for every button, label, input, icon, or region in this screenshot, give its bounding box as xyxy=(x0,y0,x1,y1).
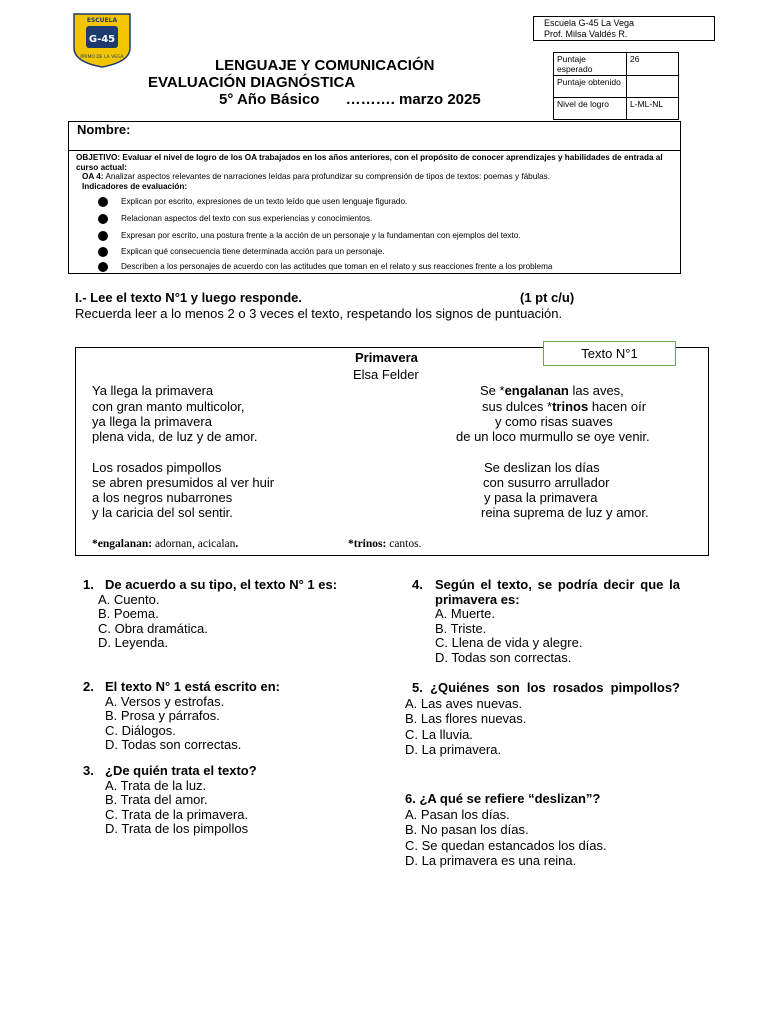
glossary-definition: adornan, acicalan xyxy=(152,538,236,550)
oa-label: OA 4: xyxy=(82,172,104,181)
subject-title: LENGUAJE Y COMUNICACIÓN xyxy=(215,57,435,74)
question-1 xyxy=(83,578,353,651)
poem-title: Primavera xyxy=(355,350,418,365)
verse-part: hacen oír xyxy=(588,399,647,414)
indicator-text: Explican por escrito, expresiones de un texto leído que usen lenguaje figurado. xyxy=(121,197,408,206)
teacher-name: Prof. Milsa Valdés R. xyxy=(544,29,628,39)
answer-option[interactable]: B. Poema. xyxy=(98,606,159,621)
verse-part: las aves, xyxy=(568,383,624,398)
score-row xyxy=(554,98,679,120)
answer-option[interactable]: C. La lluvia. xyxy=(405,726,473,742)
question-heading xyxy=(405,680,680,696)
poem-verse: y pasa la primavera xyxy=(484,490,598,505)
answer-option[interactable]: A. Muerte. xyxy=(435,606,495,621)
poem-verse: plena vida, de luz y de amor. xyxy=(92,429,258,444)
score-table xyxy=(553,52,679,120)
question-2 xyxy=(83,680,353,753)
answer-option[interactable]: B. Triste. xyxy=(435,620,487,636)
answer-option[interactable]: C. Llena de vida y alegre. xyxy=(435,635,583,650)
score-value[interactable] xyxy=(627,76,679,98)
oa-line xyxy=(82,172,550,182)
objective-text: OBJETIVO: Evaluar el nivel de logro de los OA trabajados en los años anteriores, con el propósito de conocer aprendizajes y habilidades de entrada al curso actual: xyxy=(76,153,663,172)
section-points: (1 pt c/u) xyxy=(520,290,575,305)
poem-verse xyxy=(482,399,646,414)
verse-part: sus dulces * xyxy=(482,399,553,414)
poem-verse: se abren presumidos al ver huir xyxy=(92,475,275,490)
question-heading xyxy=(83,680,353,695)
poem-verse: reina suprema de luz y amor. xyxy=(481,505,649,520)
indicator-text: Expresan por escrito, una postura frente a la acción de un personaje y la fundamentan con ejemplos del texto. xyxy=(121,231,521,240)
section-instruction: Recuerda leer a lo menos 2 o 3 veces el texto, respetando los signos de puntuación. xyxy=(75,306,563,321)
answer-option[interactable]: C. Trata de la primavera. xyxy=(105,806,249,822)
bullet-icon xyxy=(98,247,108,257)
question-number: 1. xyxy=(83,577,94,592)
poem-verse: Los rosados pimpollos xyxy=(92,460,222,475)
objective-box xyxy=(68,150,681,274)
glossary-definition: cantos. xyxy=(386,538,422,550)
question-4 xyxy=(412,578,680,665)
section-heading: I.- Lee el texto N°1 y luego responde. xyxy=(75,290,302,305)
answer-option[interactable]: B. Prosa y párrafos. xyxy=(105,708,220,723)
question-number: 6. xyxy=(405,791,416,806)
answer-option[interactable]: D. Trata de los pimpollos xyxy=(105,821,249,836)
question-6 xyxy=(405,791,680,869)
school-name: Escuela G-45 La Vega xyxy=(544,18,635,28)
answer-option[interactable]: B. No pasan los días. xyxy=(405,822,529,837)
question-text: Según el texto, se podría decir que la primavera es: xyxy=(435,577,680,607)
logo-text-bottom: PRIMO DE LA VEGA xyxy=(80,55,124,60)
answer-option[interactable]: A. Pasan los días. xyxy=(405,806,510,822)
answer-option[interactable]: A. Cuento. xyxy=(98,591,160,607)
question-number: 4. xyxy=(412,577,423,592)
bullet-icon xyxy=(98,197,108,207)
logo-text-center: G-45 xyxy=(88,34,116,45)
question-heading xyxy=(405,791,680,807)
score-row xyxy=(554,76,679,98)
bullet-icon xyxy=(98,262,108,272)
answer-option[interactable]: D. La primavera es una reina. xyxy=(405,853,577,868)
indicator-text: Explican qué consecuencia tiene determinada acción para un personaje. xyxy=(121,247,385,256)
school-info-box xyxy=(533,16,715,41)
glossary-trinos xyxy=(348,538,421,550)
question-heading xyxy=(83,578,353,593)
question-text: ¿Quiénes son los rosados pimpollos? xyxy=(430,680,680,695)
indicators-title: Indicadores de evaluación: xyxy=(82,182,188,191)
question-number: 2. xyxy=(83,679,94,694)
poem-box xyxy=(75,347,709,556)
verse-keyword: trinos xyxy=(552,399,589,414)
poem-verse: con gran manto multicolor, xyxy=(92,399,245,414)
poem-verse: de un loco murmullo se oye venir. xyxy=(456,429,650,444)
answer-option[interactable]: C. Diálogos. xyxy=(105,722,176,738)
score-value[interactable]: L-ML-NL xyxy=(627,98,679,120)
question-text: El texto N° 1 está escrito en: xyxy=(105,679,280,694)
poem-verse: ya llega la primavera xyxy=(92,414,212,429)
answer-option[interactable]: A. Las aves nuevas. xyxy=(405,695,523,711)
answer-option[interactable]: C. Obra dramática. xyxy=(98,620,208,636)
name-label: Nombre: xyxy=(77,122,131,137)
indicator-text: Describen a los personajes de acuerdo con las actitudes que toman en el relato y sus reacciones frente a los problema xyxy=(121,262,553,271)
poem-verse: Ya llega la primavera xyxy=(92,383,214,398)
verse-part: Se * xyxy=(480,383,505,398)
verse-keyword: engalanan xyxy=(504,383,569,398)
text-number-badge: Texto N°1 xyxy=(543,341,676,366)
score-row xyxy=(554,53,679,76)
poem-verse: y la caricia del sol sentir. xyxy=(92,505,233,520)
logo-text-top: ESCUELA xyxy=(86,17,118,24)
evaluation-title: EVALUACIÓN DIAGNÓSTICA xyxy=(148,74,356,91)
student-name-field[interactable] xyxy=(68,121,681,150)
score-label: Puntaje esperado xyxy=(554,53,627,76)
score-value[interactable]: 26 xyxy=(627,53,679,76)
question-heading xyxy=(412,578,680,607)
school-logo xyxy=(72,12,132,68)
question-text: De acuerdo a su tipo, el texto N° 1 es: xyxy=(105,577,338,592)
grade-title xyxy=(219,91,481,108)
answer-option[interactable]: B. Trata del amor. xyxy=(105,792,208,807)
bullet-icon xyxy=(98,214,108,224)
poem-verse: Se deslizan los días xyxy=(484,460,600,475)
glossary-engalanan xyxy=(92,538,238,550)
glossary-term: *engalanan: xyxy=(92,538,153,550)
poem-verse xyxy=(480,383,624,398)
answer-option[interactable]: B. Las flores nuevas. xyxy=(405,711,527,726)
question-number: 5. xyxy=(412,680,423,695)
question-text: ¿A qué se refiere “deslizan”? xyxy=(419,791,601,806)
score-label: Puntaje obtenido xyxy=(554,76,627,98)
poem-author: Elsa Felder xyxy=(353,367,419,382)
poem-verse: y como risas suaves xyxy=(495,414,613,429)
score-label: Nivel de logro xyxy=(554,98,627,120)
date-label: ………. marzo 2025 xyxy=(345,91,481,108)
oa-text: Analizar aspectos relevantes de narraciones leídas para profundizar su comprensión de tipos de textos: poemas y fábulas. xyxy=(105,172,551,181)
glossary-punct: . xyxy=(235,538,239,550)
question-3 xyxy=(83,764,353,837)
question-number: 3. xyxy=(83,763,94,778)
answer-option[interactable]: D. Leyenda. xyxy=(98,635,169,650)
answer-option[interactable]: A. Trata de la luz. xyxy=(105,777,207,793)
answer-option[interactable]: D. La primavera. xyxy=(405,742,502,757)
answer-option[interactable]: D. Todas son correctas. xyxy=(435,649,572,665)
indicator-text: Relacionan aspectos del texto con sus experiencias y conocimientos. xyxy=(121,214,373,223)
question-heading xyxy=(83,764,353,779)
bullet-icon xyxy=(98,231,108,241)
question-5 xyxy=(405,680,680,758)
answer-option[interactable]: C. Se quedan estancados los días. xyxy=(405,837,607,853)
glossary-term: *trinos: xyxy=(348,538,387,550)
poem-verse: con susurro arrullador xyxy=(483,475,610,490)
answer-option[interactable]: D. Todas son correctas. xyxy=(105,737,242,752)
grade-label: 5° Año Básico xyxy=(219,91,320,108)
question-text: ¿De quién trata el texto? xyxy=(105,763,257,778)
answer-option[interactable]: A. Versos y estrofas. xyxy=(105,693,225,709)
poem-verse: a los negros nubarrones xyxy=(92,490,233,505)
